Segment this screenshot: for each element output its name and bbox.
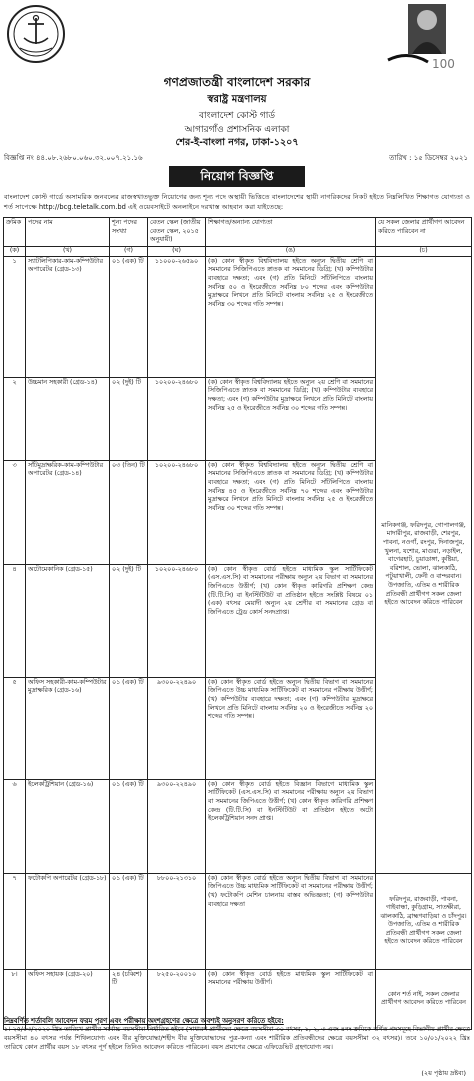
header-organization: বাংলাদেশ কোস্ট গার্ড [198, 111, 276, 121]
row-serial: ৩ [4, 460, 26, 564]
letter-cell: (গ) [110, 246, 148, 256]
table-row [4, 873, 472, 969]
row-requirements: (ক) কোন স্বীকৃত বোর্ড হইতে অন্যুন দ্বিতীয় বিভাগ বা সমমানের জিপিএতে উচ্চ মাধ্যমিক সার্টিফিকেট বা সমমানের পরীক্ষায় উত্তীর্ণ; (খ) কম্পিউটার ব্যবহারে দক্ষতা; এবং (গ) কম্পিউটার মুদ্রাক্ষরে লিখনে প্রতি মিনিটে বাংলায় সর্বনিম্ন ২০ ও ইংরেজীতে সর্বনিম্ন ২০ শব্দের গতি সম্পন্ন। [206, 677, 376, 779]
row-serial: ৮। [4, 969, 26, 1029]
row-serial: ৪ [4, 564, 26, 677]
row-requirements: (ক) কোন স্বীকৃত বোর্ড হইতে মাধ্যমিক স্কুল সার্টিফিকেট বা সমমানের পরীক্ষায় উত্তীর্ণ। [206, 969, 376, 1029]
row-requirements: (ক) কোন স্বীকৃত বিশ্ববিদ্যালয় হইতে অন্যুন দ্বিতীয় শ্রেণি বা সমমানের সিজিপিএতে স্নাতক বা সমমানের ডিগ্রি; (খ) কম্পিউটার ব্যবহারে দক্ষতা; এবং (গ) প্রতি মিনিটে সাঁটলিপিতে বাংলায় সর্বনিম্ন ৪৫ ও ইংরেজীতে সর্বনিম্ন ৭০ শব্দের এবং কম্পিউটার মুদ্রাক্ষরে লিখনে প্রতি মিনিটে বাংলায় সর্বনিম্ন ২৫ ও ইংরেজীতে সর্বনিম্ন ৩০ শব্দের গতি সম্পন্ন। [206, 460, 376, 564]
row-post: অফিস সহকারী-কাম-কম্পিউটার মুদ্রাক্ষরিক (গ্রেড-১৬) [26, 677, 110, 779]
row-vacancy: ০৩ (তিন) টি [110, 460, 148, 564]
row-serial: ২ [4, 377, 26, 460]
conditions-title: নিম্নবর্ণিত শর্তাবলি আবেদন ফরম পূরণ এবং পরীক্ষায় অংশগ্রহণের ক্ষেত্রে অবশ্যই অনুসরণ করিতে হইবে: [4, 1017, 284, 1025]
row-post: অটোমেকানিক (গ্রেড-১৫) [26, 564, 110, 677]
col-serial: ক্রমিক [4, 218, 26, 247]
row-vacancy: ০১ (এক) টি [110, 779, 148, 873]
table-letter-row [4, 246, 472, 256]
svg-text:100: 100 [432, 57, 455, 71]
row-vacancy: ২৪ (চব্বিশ) টি [110, 969, 148, 1029]
row-post: উচ্চমান সহকারী (গ্রেড-১৪) [26, 377, 110, 460]
table-header-row [4, 218, 472, 247]
letter-cell: (ক) [4, 246, 26, 256]
letter-cell: (খ) [26, 246, 110, 256]
row-post: ইলেকট্রিশিয়ান (গ্রেড-১৬) [26, 779, 110, 873]
mujib-logo-icon [368, 2, 466, 72]
restricted-districts-b: ফরিদপুর, রাজবাড়ী, পাবনা, গাইবান্ধা, কুড়িগ্রাম, সাতক্ষীরা, ঝালকাঠি, ব্রাহ্মণবাড়িয়া ও চাঁদপুর। উপজাতি, এতিম ও শারীরিক প্রতিবন্ধী প্রার্থীগণ সকল জেলা হইতে আবেদন করিতে পারিবেন [376, 873, 472, 969]
row-post: ফটোকপি অপারেটর (গ্রেড-১৮) [26, 873, 110, 969]
col-vacancy: শূন্য পদের সংখ্যা [110, 218, 148, 247]
row-serial: ১ [4, 256, 26, 377]
col-scale: বেতন স্কেল (জাতীয় বেতন স্কেল, ২০১৫ অনুযায়ী) [148, 218, 206, 247]
header-government: গণপ্রজাতন্ত্রী বাংলাদেশ সরকার [163, 75, 311, 89]
notice-date: তারিখ : ১৫ ডিসেম্বর ২০২১ [389, 154, 468, 162]
row-serial: ৬ [4, 779, 26, 873]
letter-cell: (চ) [376, 246, 472, 256]
row-scale: ১০২০০-২৪৬৮০ [148, 460, 206, 564]
letter-cell: (ঙ) [206, 246, 376, 256]
row-requirements: (ক) কোন স্বীকৃত বোর্ড হইতে বিজ্ঞান বিভাগে মাধ্যমিক স্কুল সার্টিফিকেট (এস.এস.সি) বা সমমানের পরীক্ষায় অন্যুন ২য় বিভাগ বা সমমানের জিপিএতে উত্তীর্ণ; (খ) কোন স্বীকৃত কারিগরি প্রশিক্ষণ কেন্দ্র (টি.টি.সি) বা ইনস্টিটিউট বা প্রতিষ্ঠান হইতে অটো ইলেকট্রিশিয়ান সনদ প্রাপ্ত। [206, 779, 376, 873]
row-scale: ১১০০০-২৬৫৯০ [148, 256, 206, 377]
restricted-districts-a: মানিকগঞ্জ, ফরিদপুর, গোপালগঞ্জ, মাদারীপুর, রাজবাড়ী, শেরপুর, পাবনা, নওগাঁ, রংপুর, দিনাজপুর, খুলনা, যশোর, মাগুরা, নড়াইল, বাগেরহাট, চুয়াডাঙ্গা, কুষ্টিয়া, বরিশাল, ভোলা, ঝালকাঠি, পটুয়াখালী, ফেনী ও বান্দরবান। উপজাতি, এতিম ও শারীরিক প্রতিবন্ধী প্রার্থীগণ সকল জেলা হইতে আবেদন করিতে পারিবেন [376, 256, 472, 873]
row-post: সাঁটমুদ্রাক্ষরিক-কাম-কম্পিউটার অপারেটর (গ্রেড-১৪) [26, 460, 110, 564]
intro-paragraph: বাংলাদেশ কোস্ট গার্ডে অসামরিক জনবলের রাজস্বখাতভুক্ত নিয়োগের জন্য শূন্য পদে অস্থায়ী ভিত্তিতে বাংলাদেশের স্থায়ী নাগরিকদের নিকট হইতে নিম্নলিখিত শিক্ষাগত যোগ্যতা ও শর্ত সাপেক্ষে http://bcg.teletalk.com.bd এই ওয়েবসাইটে অনলাইনে দরখাস্ত আহবান করা যাইতেছে: [4, 193, 470, 211]
next-page-note: (২য় পৃষ্ঠায় দ্রষ্টব্য) [421, 1069, 466, 1077]
table-row [4, 256, 472, 377]
row-serial: ৫ [4, 677, 26, 779]
row-vacancy: ০১ (এক) টি [110, 256, 148, 377]
row-scale: ৮৮০০-২১৩১০ [148, 873, 206, 969]
memo-number: বিজ্ঞপ্তি নং ৪৪.০৮.২৬৮০.০৬০.৩২.০০৭.২১.১৬ [4, 154, 143, 162]
letter-cell: (ঘ) [148, 246, 206, 256]
vacancy-table [3, 217, 472, 1030]
row-scale: ১০২০০-২৪৬৮০ [148, 564, 206, 677]
row-scale: ৯৩০০-২২৪৯০ [148, 779, 206, 873]
restricted-districts-c: কোন শর্ত নাই, সকল জেলার প্রার্থীগণ আবেদন করিতে পারিবেন [376, 969, 472, 1029]
row-vacancy: ০১ (এক) টি [110, 677, 148, 779]
row-vacancy: ০২ (দুই) টি [110, 564, 148, 677]
col-restricted-districts: যে সকল জেলার প্রার্থীগণ আবেদন করিতে পারিবেন না [376, 218, 472, 247]
row-scale: ৮২৫০-২০০১০ [148, 969, 206, 1029]
row-requirements: (ক) কোন স্বীকৃত বিশ্ববিদ্যালয় হইতে অন্যুন ২য় শ্রেণি বা সমমানের সিজিপিএতে স্নাতক বা সমমানের ডিগ্রি; (খ) কম্পিউটার ব্যবহারে দক্ষতা; এবং (গ) কম্পিউটার মুদ্রাক্ষরে লিখনে প্রতি মিনিটে বাংলায় সর্বনিম্ন ২৫ ও ইংরেজীতে সর্বনিম্ন ৩০ শব্দের গতি সম্পন্ন। [206, 377, 376, 460]
header-ministry: স্বরাষ্ট্র মন্ত্রণালয় [207, 94, 267, 105]
col-requirements: শিক্ষাগত/অন্যান্য যোগ্যতা [206, 218, 376, 247]
header-address: শের-ই-বাংলা নগর, ঢাকা-১২০৭ [175, 137, 299, 148]
row-scale: ৯৩০০-২২৪৯০ [148, 677, 206, 779]
row-vacancy: ০২ (দুই) টি [110, 377, 148, 460]
header-area: আগারগাঁও প্রশাসনিক এলাকা [184, 125, 290, 135]
row-requirements: (ক) কোন স্বীকৃত বিশ্ববিদ্যালয় হইতে অন্যুন দ্বিতীয় শ্রেণি বা সমমানের সিজিপিএতে স্নাতক বা সমমানের ডিগ্রি; (খ) কম্পিউটার ব্যবহারে দক্ষতা; এবং (গ) প্রতি মিনিটে সাঁটলিপিতে বাংলায় সর্বনিম্ন ৫০ ও ইংরেজীতে সর্বনিম্ন ৮০ শব্দের এবং কম্পিউটার মুদ্রাক্ষরে লিখনে প্রতি মিনিটে বাংলায় সর্বনিম্ন ২৫ ও ইংরেজীতে সর্বনিম্ন ৩০ শব্দের গতি সম্পন্ন। [206, 256, 376, 377]
row-vacancy: ০১ (এক) টি [110, 873, 148, 969]
conditions-text: ১। ২৫/০৩/২০২০ খ্রিঃ তারিখে প্রার্থীর সর্বোচ্চ বয়সসীমা নির্ধারিত হইবে (সাধারণ প্রার্থীদের ক্ষেত্রে বয়সসীমা ৩০ বৎসর, ১, ২, ৩ এবং ৪নং ক্রমিকে বর্ণিত পদসমূহে বিভাগীয় প্রার্থীর ক্ষেত্রে বয়সসীমা ৪০ বৎসর পর্যন্ত শিথিলযোগ্য এবং বীর মুক্তিযোদ্ধা/শহীদ বীর মুক্তিযোদ্ধাদের পুত্র-কন্যা এবং শারীরিক প্রতিবন্ধীদের ক্ষেত্রে বয়সসীমা ৩২ বৎসর)। তবে ১০/০১/২০২২ খ্রিঃ তারিখে কোন প্রার্থীর বয়স ১৮ বৎসর পূর্ণ হইলে তিনিও আবেদন করিতে পারিবেন। বয়স প্রমাণের ক্ষেত্রে এফিডেভিট গ্রহণযোগ্য নয়। [4, 1025, 470, 1051]
notice-banner: নিয়োগ বিজ্ঞপ্তি [169, 166, 305, 187]
row-requirements: (ক) কোন স্বীকৃত বোর্ড হইতে মাধ্যমিক স্কুল সার্টিফিকেট (এস.এস.সি) বা সমমানের পরীক্ষায় অন্যুন ২য় বিভাগ বা সমমানের জিপিএতে উত্তীর্ণ; (খ) কোন স্বীকৃত কারিগরি প্রশিক্ষণ কেন্দ্র (টি.টি.সি) বা ইনস্টিটিউট বা প্রতিষ্ঠান হইতে সংশ্লিষ্ট বিষয়ে ০১ (এক) বৎসর মেয়াদী অন্যুন ২য় শ্রেণীর বা সমমানের গ্রেড বা জিপিএতে ট্রেড কোর্স সনদপ্রাপ্ত। [206, 564, 376, 677]
row-serial: ৭ [4, 873, 26, 969]
row-scale: ১০২০০-২৪৬৮০ [148, 377, 206, 460]
coast-guard-emblem-icon [6, 4, 66, 64]
col-post: পদের নাম [26, 218, 110, 247]
row-post: স্যাটলিপিকার-কাম-কম্পিউটার অপারেটর (গ্রেড-১৩) [26, 256, 110, 377]
row-requirements: (ক) কোন স্বীকৃত বোর্ড হইতে অন্যুন দ্বিতীয় বিভাগ বা সমমানের জিপিএতে উচ্চ মাধ্যমিক সার্টিফিকেট বা সমমানের পরীক্ষায় উত্তীর্ণ; (খ) ফটোকপি মেশিন চালনায় বাস্তব অভিজ্ঞতা; (গ) কম্পিউটার ব্যবহারে দক্ষতা [206, 873, 376, 969]
row-post: অফিস সহায়ক (গ্রেড-২০) [26, 969, 110, 1029]
